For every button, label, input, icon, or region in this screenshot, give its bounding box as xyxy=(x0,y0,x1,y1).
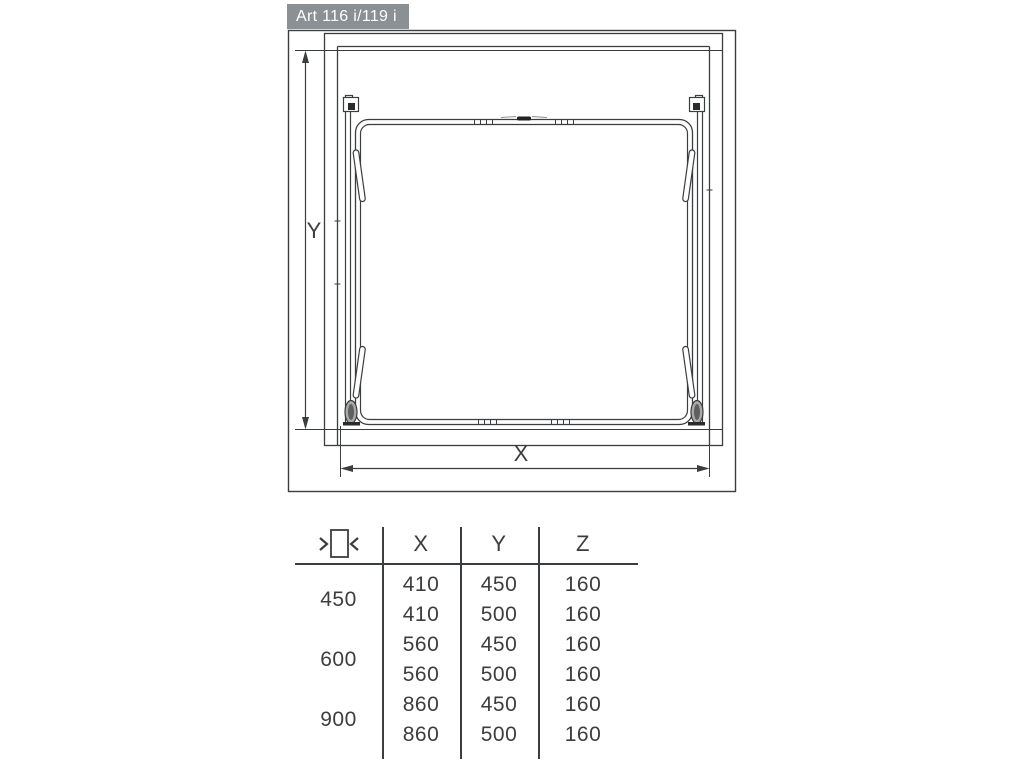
dimension-table xyxy=(295,518,640,759)
pullout-frame-rim xyxy=(356,120,693,425)
table-cell: 450 xyxy=(480,573,518,596)
center-latch-mark xyxy=(517,117,531,121)
cabinet-width-900: 900 xyxy=(320,708,357,731)
table-cell: 410 xyxy=(402,603,440,626)
table-cell: 860 xyxy=(402,723,440,746)
product-title-label: Art 116 i/119 i xyxy=(296,8,397,25)
table-cell: 500 xyxy=(480,663,518,686)
col-header-y: Y xyxy=(491,531,507,556)
x-dimension-label: X xyxy=(513,441,529,466)
table-cell: 410 xyxy=(402,573,440,596)
table-cell: 450 xyxy=(480,633,518,656)
cabinet-width-header-cell xyxy=(295,518,382,570)
cabinet-width-icon xyxy=(316,527,362,561)
y-dimension-label: Y xyxy=(306,218,322,243)
col-header-x: X xyxy=(413,531,429,556)
table-cell: 500 xyxy=(480,603,518,626)
table-cell: 450 xyxy=(480,693,518,716)
table-cell: 160 xyxy=(564,663,602,686)
table-cell: 560 xyxy=(402,663,440,686)
table-cell: 160 xyxy=(564,573,602,596)
col-header-z: Z xyxy=(576,531,590,556)
table-cell: 160 xyxy=(564,723,602,746)
table-cell: 500 xyxy=(480,723,518,746)
table-cell: 860 xyxy=(402,693,440,716)
cabinet-width-600: 600 xyxy=(320,648,357,671)
cabinet-width-450: 450 xyxy=(320,588,357,611)
table-cell: 160 xyxy=(564,603,602,626)
table-cell: 160 xyxy=(564,693,602,716)
table-cell: 560 xyxy=(402,633,440,656)
mounting-clip-left xyxy=(344,96,359,112)
mounting-clip-right xyxy=(690,96,705,112)
table-cell: 160 xyxy=(564,633,602,656)
